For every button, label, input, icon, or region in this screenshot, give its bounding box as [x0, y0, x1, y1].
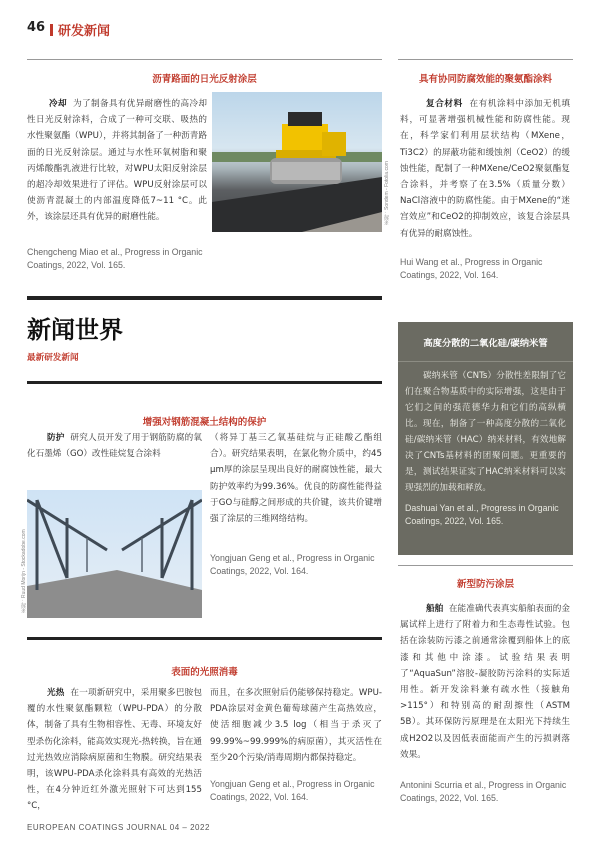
citation: Yongjuan Geng et al., Progress in Organic Coatings, 2022, Vol. 164. — [210, 779, 375, 802]
body-text: 为了制备具有优异耐磨性的高冷却性日光反射涂料，合成了一种可交联、吸热的水性聚氨酯（WPU），并将其制备了一种沥青路面的日光反射涂层。通过与水性环氧树脂和聚丙烯酸酯乳液进行比较，对WPU太阳反射涂层的超冷却效果进行了评估。WPU反射涂层可以使沥青混凝土的内部温度降低7~11 °C。此外，该涂层还具有优异的耐磨性能。 — [27, 99, 207, 223]
article-body-right: （将异丁基三乙氧基硅烷与正硅酸乙酯组合）。研究结果表明，在氯化物介质中，约45 μm厚的涂层呈现出良好的耐腐蚀性能，最大防护效率约为99.36%。优良的防腐性能得益于GO与硅醇之间形成的共价键，该共价键增强了涂层的三维网络结构。 — [210, 433, 382, 525]
section-rule — [27, 381, 382, 384]
article-title: 增强对钢筋混凝土结构的保护 — [142, 417, 267, 428]
divider — [398, 565, 573, 566]
lead-word: 防护 — [47, 433, 65, 443]
box-divider — [398, 361, 573, 362]
body-text: 在一项新研究中，采用聚多巴胺包覆的水性聚氨酯颗粒（WPU-PDA）的分散体，制备了具有生物相容性、无毒、环境友好型杀伤化涂料，能高效实现光-热转换，旨在通过光热效应消除病原菌和生物膜。研究结果表明，该WPU-PDA杀化涂料具有高效的光热活性，在4分钟近红外激光照射下可达到155 °C， — [27, 688, 202, 812]
body-text: 在有机涂料中添加无机填料，可显著增强机械性能和防腐性能。现在，科学家们利用层状结构（MXene，Ti3C2）的屏蔽功能和缓蚀剂（CeO2）的缓蚀性能，配制了一种MXene/CeO2聚氨酯复合涂料，并考察了在3.5%（质量分数）NaCl溶液中的防腐性能。由于MXene的“迷宫效应”和CeO2的抑制效应，该复合涂层具有优异的耐腐蚀性。 — [400, 99, 570, 239]
article-body-left — [27, 685, 202, 815]
article-title: 具有协同防腐效能的聚氨酯涂料 — [418, 74, 552, 85]
accent-bar — [50, 24, 53, 36]
section-rule — [27, 296, 382, 300]
article-title: 沥青路面的日光反射涂层 — [152, 74, 257, 85]
article-body-left — [27, 430, 202, 462]
lead-word: 光热 — [47, 688, 65, 698]
photo-credit: 来源：Sondem - Fotolia.com — [384, 161, 390, 225]
citation: Yongjuan Geng et al., Progress in Organic Coatings, 2022, Vol. 164. — [210, 553, 375, 576]
news-title: 新闻世界 — [27, 316, 123, 344]
article-title: 新型防污涂层 — [456, 579, 514, 590]
article-body — [400, 601, 570, 763]
body-text: 在能准确代表真实船舶表面的金属试样上进行了附着力和生态毒性试验。包括在涂装防污漆之前通常涂覆到船体上的底漆和其他中涂漆。试验结果表明了“AquaSun”溶胶-凝胶防污涂料的实际适用性。新开发涂料兼有疏水性（接触角>115°）和特别高的耐刮擦性（ASTM 5B）。其环保防污原理是在太阳光下持续生成H2O2以及因低表面能而产生的污损剥落效果。 — [400, 604, 570, 760]
article-title: 高度分散的二氧化硅/碳纳米管 — [423, 338, 548, 349]
asphalt-roller-photo — [212, 92, 382, 232]
section-rule — [27, 637, 382, 640]
lead-word: 船舶 — [426, 604, 444, 614]
citation: Chengcheng Miao et al., Progress in Organic Coatings, 2022, Vol. 165. — [27, 247, 203, 270]
lead-word: 复合材料 — [426, 99, 463, 109]
photo-credit: 来源：Ruud Morijn - Stockadobe.com — [21, 529, 27, 613]
article-body — [400, 96, 570, 242]
divider — [398, 59, 573, 60]
steel-bridge-photo — [27, 490, 202, 618]
news-subtitle: 最新研发新闻 — [27, 353, 79, 363]
article-title: 表面的光照消毒 — [171, 667, 238, 678]
page-number: 46 — [27, 20, 46, 35]
footer-text: EUROPEAN COATINGS JOURNAL 04 – 2022 — [27, 823, 210, 832]
divider — [27, 59, 382, 60]
citation: Antonini Scurria et al., Progress in Organic Coatings, 2022, Vol. 165. — [400, 780, 567, 803]
article-body — [27, 96, 207, 226]
citation: Hui Wang et al., Progress in Organic Coatings, 2022, Vol. 164. — [400, 257, 543, 280]
section-title: 研发新闻 — [58, 24, 111, 39]
highlight-box — [398, 322, 573, 555]
article-body-right: 而且，在多次照射后仍能够保持稳定。WPU-PDA涂层对金黄色葡萄球菌产生高热效应，使活细胞减少3.5 log（相当于杀灭了99.99%~99.999%的病原菌），其灭活性在至少20个污染/消毒周期内都保持稳定。 — [210, 688, 382, 763]
citation: Dashuai Yan et al., Progress in Organic Coatings, 2022, Vol. 165. — [405, 503, 559, 526]
body-text: 研究人员开发了用于钢筋防腐的氧化石墨烯（GO）改性硅烷复合涂料 — [27, 433, 202, 460]
lead-word: 冷却 — [49, 99, 67, 109]
body-text: 碳纳米管（CNTs）分散性差限制了它们在聚合物基质中的实际增强，这是由于它们之间的强范德华力和它们的高纵横比。现在，制备了一种高度分散的二氧化硅/碳纳米管（HAC）纳米材料，有效地解决了CNTs基材料的团聚问题。更重要的是，测试结果证实了HAC纳米材料可以实现强烈的加载和释放。 — [405, 371, 566, 493]
